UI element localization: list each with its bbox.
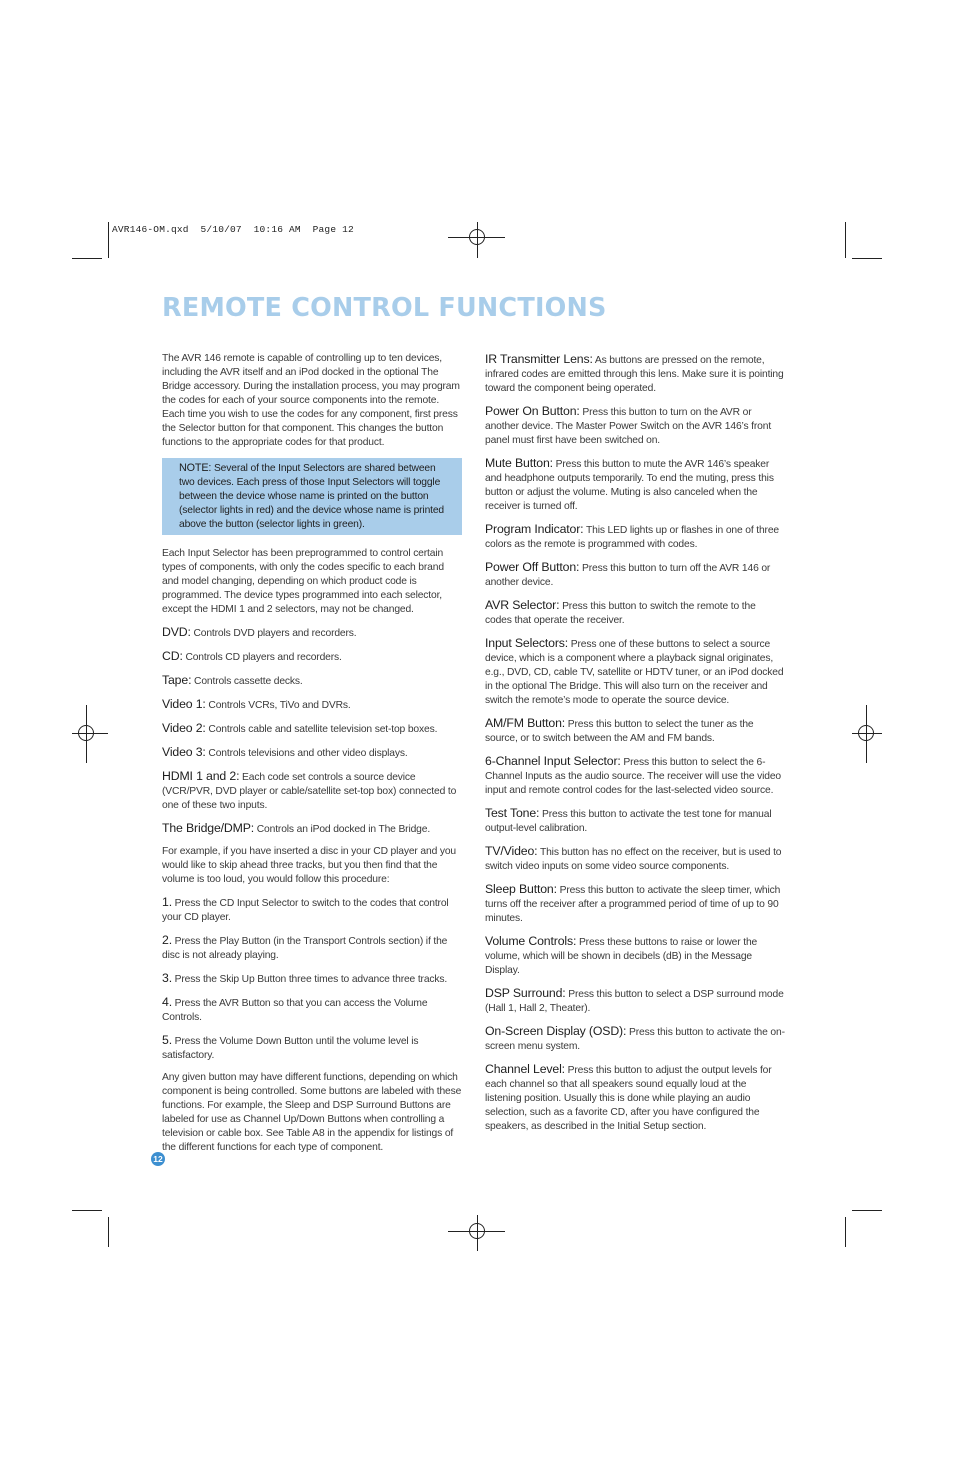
step-text: Press the CD Input Selector to switch to the codes that control your CD player. bbox=[162, 898, 449, 923]
definition-term: HDMI 1 and 2: bbox=[162, 769, 240, 783]
crop-mark bbox=[72, 1210, 102, 1211]
intro-paragraph: The AVR 146 remote is capable of controlling up to ten devices, including the AVR itself and an iPod docked in the optional The Bridge accessory. During the installation process, you may program the codes for each of your source components into the remote. Each time you wish to use the codes for any component, first press the Selector button for that component. This changes the button functions to the appropriate codes for that product. bbox=[162, 353, 460, 448]
definition-item bbox=[162, 649, 462, 665]
right-column bbox=[485, 352, 785, 1142]
definition-text: Press this button to turn on the AVR or another device. The Master Power Switch on the AVR 146’s front panel must first have been switched on. bbox=[485, 407, 772, 446]
definition-term: The Bridge/DMP: bbox=[162, 821, 255, 835]
definition-text: As buttons are pressed on the remote, infrared codes are emitted through this lens. Make sure it is pointing toward the component being operated. bbox=[485, 355, 784, 394]
definition-text: Press this button to switch the remote to the codes that operate the receiver. bbox=[485, 601, 756, 626]
definition-item bbox=[485, 560, 785, 590]
definition-item bbox=[485, 882, 785, 926]
definition-text: Press this button to select the 6-Channel Inputs as the audio source. The receiver will use the video input and remote control codes for the last-selected video source. bbox=[485, 757, 781, 796]
definition-item bbox=[162, 721, 462, 737]
definition-text: Press this button to turn off the AVR 146 or another device. bbox=[485, 563, 771, 588]
definition-text: Controls DVD players and recorders. bbox=[190, 628, 357, 639]
definition-text: This LED lights up or flashes in one of three colors as the remote is programmed with codes. bbox=[485, 525, 779, 550]
definition-item bbox=[485, 1024, 785, 1054]
definition-text: Controls VCRs, TiVo and DVRs. bbox=[205, 700, 351, 711]
definition-text: Controls CD players and recorders. bbox=[182, 652, 342, 663]
definition-text: Press these buttons to raise or lower the volume, which will be shown in decibels (dB) in the Message Display. bbox=[485, 937, 758, 976]
preprogrammed-paragraph: Each Input Selector has been preprogrammed to control certain types of components, with only the codes specific to each brand and model changing, depending on which product code is programmed. The device types programmed into each selector, except the HDMI 1 and 2 selectors, may not be changed. bbox=[162, 548, 444, 615]
definition-text: Press this button to activate the on-screen menu system. bbox=[485, 1027, 785, 1052]
definition-item bbox=[485, 716, 785, 746]
note-text: Several of the Input Selectors are shared between two devices. Each press of those Input Selectors will toggle between the device whose name is printed on the button (selector lights in red) and the device whose name is printed above the button (selector lights in green). bbox=[179, 463, 445, 530]
definition-text: Press this button to select the tuner as the source, or to switch between the AM and FM bands. bbox=[485, 719, 754, 744]
procedure-step bbox=[162, 995, 462, 1025]
definition-item bbox=[485, 806, 785, 836]
definition-item bbox=[485, 598, 785, 628]
definition-term: TV/Video: bbox=[485, 844, 538, 858]
definition-term: Video 2: bbox=[162, 721, 206, 735]
definition-item bbox=[485, 456, 785, 514]
definition-term: CD: bbox=[162, 649, 183, 663]
print-slug: AVR146-OM.qxd 5/10/07 10:16 AM Page 12 bbox=[112, 224, 354, 235]
definition-term: Sleep Button: bbox=[485, 882, 557, 896]
definition-item bbox=[485, 522, 785, 552]
definition-term: IR Transmitter Lens: bbox=[485, 352, 593, 366]
definition-term: Video 3: bbox=[162, 745, 206, 759]
crop-mark bbox=[108, 222, 109, 258]
closing-paragraph: Any given button may have different functions, depending on which component is being controlled. Some buttons are labeled with these functions. For example, the Sleep and DSP Surround Buttons are labeled for use as Channel Up/Down Buttons when controlling a television or cable box. See Table A8 in the appendix for listings of the different functions for each type of component. bbox=[162, 1072, 462, 1153]
procedure-step bbox=[162, 1033, 462, 1063]
definition-item bbox=[485, 352, 785, 396]
definition-text: Press this button to activate the sleep timer, which turns off the receiver after a programmed period of time of up to 90 minutes. bbox=[485, 885, 781, 924]
definition-term: Volume Controls: bbox=[485, 934, 577, 948]
step-number: 3. bbox=[162, 971, 172, 985]
definition-item bbox=[162, 745, 462, 761]
definition-term: Power Off Button: bbox=[485, 560, 580, 574]
crop-mark bbox=[845, 222, 846, 258]
step-number: 2. bbox=[162, 933, 172, 947]
definition-item bbox=[162, 821, 462, 837]
step-text: Press the Play Button (in the Transport Controls section) if the disc is not already playing. bbox=[162, 936, 448, 961]
crop-mark bbox=[845, 1217, 846, 1247]
step-text: Press the Skip Up Button three times to advance three tracks. bbox=[171, 974, 448, 985]
definition-item bbox=[162, 625, 462, 641]
definition-text: Controls televisions and other video displays. bbox=[205, 748, 408, 759]
step-text: Press the Volume Down Button until the volume level is satisfactory. bbox=[162, 1036, 419, 1061]
procedure-step bbox=[162, 895, 462, 925]
page-title: REMOTE CONTROL FUNCTIONS bbox=[162, 293, 607, 323]
step-number: 1. bbox=[162, 895, 172, 909]
definition-text: Press this button to adjust the output levels for each channel so that all speakers sound equally loud at the listening position. Usually this is done while playing an audio selection, such as a favorite CD, after you have configured the speakers, as described in the Initial Setup section. bbox=[485, 1065, 772, 1132]
definition-item bbox=[162, 697, 462, 713]
definition-text: This button has no effect on the receiver, but is used to switch video inputs on some video source components. bbox=[485, 847, 782, 872]
page-number-badge: 12 bbox=[151, 1152, 165, 1166]
definition-term: On-Screen Display (OSD): bbox=[485, 1024, 627, 1038]
definition-item bbox=[485, 844, 785, 874]
definition-text: Press this button to activate the test tone for manual output-level calibration. bbox=[485, 809, 772, 834]
definition-term: Tape: bbox=[162, 673, 192, 687]
definition-text: Controls cassette decks. bbox=[191, 676, 303, 687]
example-paragraph: For example, if you have inserted a disc in your CD player and you would like to skip ahead three tracks, but you then find that the volume is too loud, you would follow this procedure: bbox=[162, 846, 457, 885]
definition-item bbox=[162, 673, 462, 689]
note-box bbox=[162, 458, 462, 535]
step-number: 4. bbox=[162, 995, 172, 1009]
procedure-step bbox=[162, 971, 462, 987]
note-label: NOTE: bbox=[179, 462, 212, 474]
crop-mark bbox=[108, 1217, 109, 1247]
definition-term: 6-Channel Input Selector: bbox=[485, 754, 621, 768]
definition-text: Controls cable and satellite television set-top boxes. bbox=[205, 724, 438, 735]
definition-item bbox=[162, 769, 462, 813]
definition-term: Channel Level: bbox=[485, 1062, 565, 1076]
definition-term: AM/FM Button: bbox=[485, 716, 566, 730]
definition-term: Input Selectors: bbox=[485, 636, 569, 650]
definition-term: Program Indicator: bbox=[485, 522, 584, 536]
definition-item bbox=[485, 636, 785, 708]
definition-item bbox=[485, 404, 785, 448]
definition-term: DSP Surround: bbox=[485, 986, 566, 1000]
definition-item bbox=[485, 754, 785, 798]
definition-item bbox=[485, 934, 785, 978]
definition-term: Mute Button: bbox=[485, 456, 553, 470]
definition-text: Press one of these buttons to select a source device, which is a component where a playback signal originates, e.g., DVD, CD, cable TV, satellite or HDTV tuner, or an iPod docked in the optional The Bridge. This will also turn on the receiver and switch the remote’s mode to operate the source device. bbox=[485, 639, 784, 706]
definition-term: Power On Button: bbox=[485, 404, 580, 418]
definition-term: AVR Selector: bbox=[485, 598, 560, 612]
definition-term: Video 1: bbox=[162, 697, 206, 711]
definition-text: Each code set controls a source device (VCR/PVR, DVD player or cable/satellite set-top box) connected to one of these two inputs. bbox=[162, 772, 457, 811]
step-number: 5. bbox=[162, 1033, 172, 1047]
definition-term: Test Tone: bbox=[485, 806, 540, 820]
definition-text: Controls an iPod docked in The Bridge. bbox=[254, 824, 431, 835]
step-text: Press the AVR Button so that you can access the Volume Controls. bbox=[162, 998, 428, 1023]
definition-text: Press this button to select a DSP surround mode (Hall 1, Hall 2, Theater). bbox=[485, 989, 784, 1014]
crop-mark bbox=[72, 258, 102, 259]
definition-term: DVD: bbox=[162, 625, 191, 639]
crop-mark bbox=[852, 258, 882, 259]
left-column bbox=[162, 352, 462, 1163]
definition-item bbox=[485, 1062, 785, 1134]
crop-mark bbox=[852, 1210, 882, 1211]
procedure-step bbox=[162, 933, 462, 963]
definition-item bbox=[485, 986, 785, 1016]
definition-text: Press this button to mute the AVR 146’s speaker and headphone outputs temporarily. To end the muting, press this button or adjust the volume. Muting is also canceled when the receiver is turned off. bbox=[485, 459, 774, 512]
